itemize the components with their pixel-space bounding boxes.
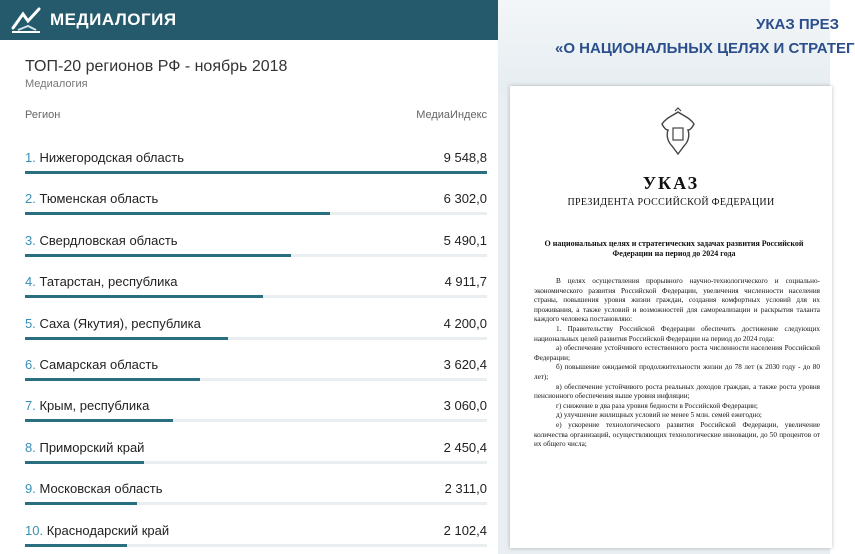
region-label bbox=[25, 357, 158, 372]
ranking-row[interactable] bbox=[25, 264, 487, 305]
index-bar-fill bbox=[25, 212, 330, 215]
region-label bbox=[25, 398, 149, 413]
column-header-mediaindex: МедиаИндекс bbox=[416, 109, 487, 121]
index-bar-track bbox=[25, 171, 487, 174]
index-bar-fill bbox=[25, 502, 137, 505]
ranking-row[interactable] bbox=[25, 140, 487, 181]
index-bar-track bbox=[25, 544, 487, 547]
ranking-row[interactable] bbox=[25, 306, 487, 347]
mediaindex-value: 4 911,7 bbox=[444, 274, 487, 290]
decree-issuer: ПРЕЗИДЕНТА РОССИЙСКОЙ ФЕДЕРАЦИИ bbox=[567, 197, 775, 208]
region-label bbox=[25, 191, 158, 206]
region-label bbox=[25, 523, 169, 538]
mediaindex-value: 5 490,1 bbox=[443, 232, 487, 248]
decree-paragraph: в) обеспечение устойчивого роста реальных доходов граждан, а также роста уровня пенсионного обеспечения выше уровня инфляции; bbox=[534, 382, 820, 401]
ranking-row[interactable] bbox=[25, 347, 487, 388]
region-name: Московская область bbox=[39, 481, 163, 497]
mediaindex-value: 3 620,4 bbox=[443, 356, 487, 372]
column-header-region: Регион bbox=[25, 109, 61, 121]
brand-name[interactable]: МЕДИАЛОГИЯ bbox=[50, 10, 177, 29]
index-bar-track bbox=[25, 212, 487, 215]
decree-paragraph: В целях осуществления прорывного научно-технологического и социально-экономического развития Российской Федерации, увеличения численности населения страны, повышения уровня жизни граждан, создания комфортных условий для их проживания, а также условий и возможностей для самореализации и раскрытия таланта каждого человека постановляю: bbox=[534, 277, 820, 324]
decree-paragraph: 1. Правительству Российской Федерации обеспечить достижение следующих национальных целей развития Российской Федерации на период до 2024 года: bbox=[534, 324, 820, 343]
banner-subtitle: «О НАЦИОНАЛЬНЫХ ЦЕЛЯХ И СТРАТЕГ bbox=[555, 40, 855, 57]
coat-of-arms-icon bbox=[658, 108, 698, 158]
index-bar-fill bbox=[25, 544, 127, 547]
rank-number: 6. bbox=[25, 356, 36, 372]
region-label bbox=[25, 274, 178, 289]
ranking-list bbox=[25, 140, 487, 554]
region-name: Самарская область bbox=[39, 356, 159, 372]
decree-body bbox=[534, 277, 820, 450]
index-bar-fill bbox=[25, 378, 200, 381]
rank-number: 3. bbox=[25, 232, 36, 248]
mediaindex-value: 2 311,0 bbox=[444, 481, 487, 497]
region-name: Татарстан, республика bbox=[39, 274, 178, 290]
region-name: Крым, республика bbox=[39, 398, 150, 414]
rank-number: 4. bbox=[25, 274, 36, 290]
ranking-row[interactable] bbox=[25, 471, 487, 512]
region-name: Нижегородская область bbox=[39, 150, 184, 165]
decree-paragraph: б) повышение ожидаемой продолжительности жизни до 78 лет (к 2030 году - до 80 лет); bbox=[534, 363, 820, 381]
rank-number: 5. bbox=[25, 315, 36, 331]
region-label bbox=[25, 440, 144, 455]
index-bar-track bbox=[25, 337, 487, 340]
decree-paragraph: е) ускорение технологического развития Российской Федерации, увеличение количества организаций, осуществляющих технологические инновации, до 50 процентов от их общего числа; bbox=[534, 420, 820, 449]
banner-title: УКАЗ ПРЕЗ bbox=[756, 16, 840, 33]
index-bar-fill bbox=[25, 419, 173, 422]
index-bar-fill bbox=[25, 461, 144, 464]
mediaindex-value: 2 102,4 bbox=[443, 522, 487, 538]
region-name: Краснодарский край bbox=[46, 522, 170, 538]
decree-image bbox=[498, 0, 855, 554]
region-name: Тюменская область bbox=[39, 191, 159, 207]
page-subtitle: Медиалогия bbox=[25, 78, 88, 90]
decree-document bbox=[510, 86, 832, 548]
region-label bbox=[25, 150, 184, 165]
decree-title: УКАЗ bbox=[642, 173, 700, 193]
rank-number: 10. bbox=[25, 522, 44, 538]
index-bar-fill bbox=[25, 337, 228, 340]
decree-paragraph: г) снижение в два раза уровня бедности в Российской Федерации; bbox=[556, 401, 758, 410]
region-label bbox=[25, 316, 201, 331]
rank-number: 2. bbox=[25, 191, 36, 207]
index-bar-track bbox=[25, 502, 487, 505]
region-name: Саха (Якутия), республика bbox=[39, 315, 201, 331]
mediaindex-value: 3 060,0 bbox=[443, 398, 487, 414]
region-name: Приморский край bbox=[39, 439, 145, 455]
region-name: Свердловская область bbox=[39, 232, 178, 248]
mediaindex-value: 6 302,0 bbox=[443, 191, 487, 207]
decree-paragraph: а) обеспечение устойчивого естественного роста численности населения Российской Федерации; bbox=[534, 344, 820, 362]
brand-header bbox=[0, 0, 498, 40]
ranking-row[interactable] bbox=[25, 430, 487, 471]
index-bar-track bbox=[25, 295, 487, 298]
page-title: ТОП-20 регионов РФ - ноябрь 2018 bbox=[25, 58, 288, 75]
ranking-row[interactable] bbox=[25, 388, 487, 429]
index-bar-track bbox=[25, 254, 487, 257]
decree-paragraph: д) улучшение жилищных условий не менее 5 млн. семей ежегодно; bbox=[556, 411, 762, 420]
index-bar-fill bbox=[25, 295, 263, 298]
rank-number: 1. bbox=[25, 150, 36, 165]
region-label bbox=[25, 481, 163, 496]
region-label bbox=[25, 233, 178, 248]
mediaindex-value: 9 548,8 bbox=[443, 150, 487, 165]
medialogia-logo-icon bbox=[10, 6, 42, 34]
mediaindex-value: 4 200,0 bbox=[443, 315, 487, 331]
index-bar-fill bbox=[25, 171, 487, 174]
rank-number: 7. bbox=[25, 398, 36, 414]
ranking-row[interactable] bbox=[25, 223, 487, 264]
index-bar-track bbox=[25, 419, 487, 422]
decree-heading: О национальных целях и стратегических задачах развития Российской Федерации на период до 2024 года bbox=[544, 239, 804, 258]
ranking-row[interactable] bbox=[25, 513, 487, 554]
index-bar-fill bbox=[25, 254, 291, 257]
mediaindex-value: 2 450,4 bbox=[443, 439, 487, 455]
rank-number: 8. bbox=[25, 439, 36, 455]
rank-number: 9. bbox=[25, 481, 36, 497]
ranking-row[interactable] bbox=[25, 181, 487, 222]
index-bar-track bbox=[25, 461, 487, 464]
index-bar-track bbox=[25, 378, 487, 381]
